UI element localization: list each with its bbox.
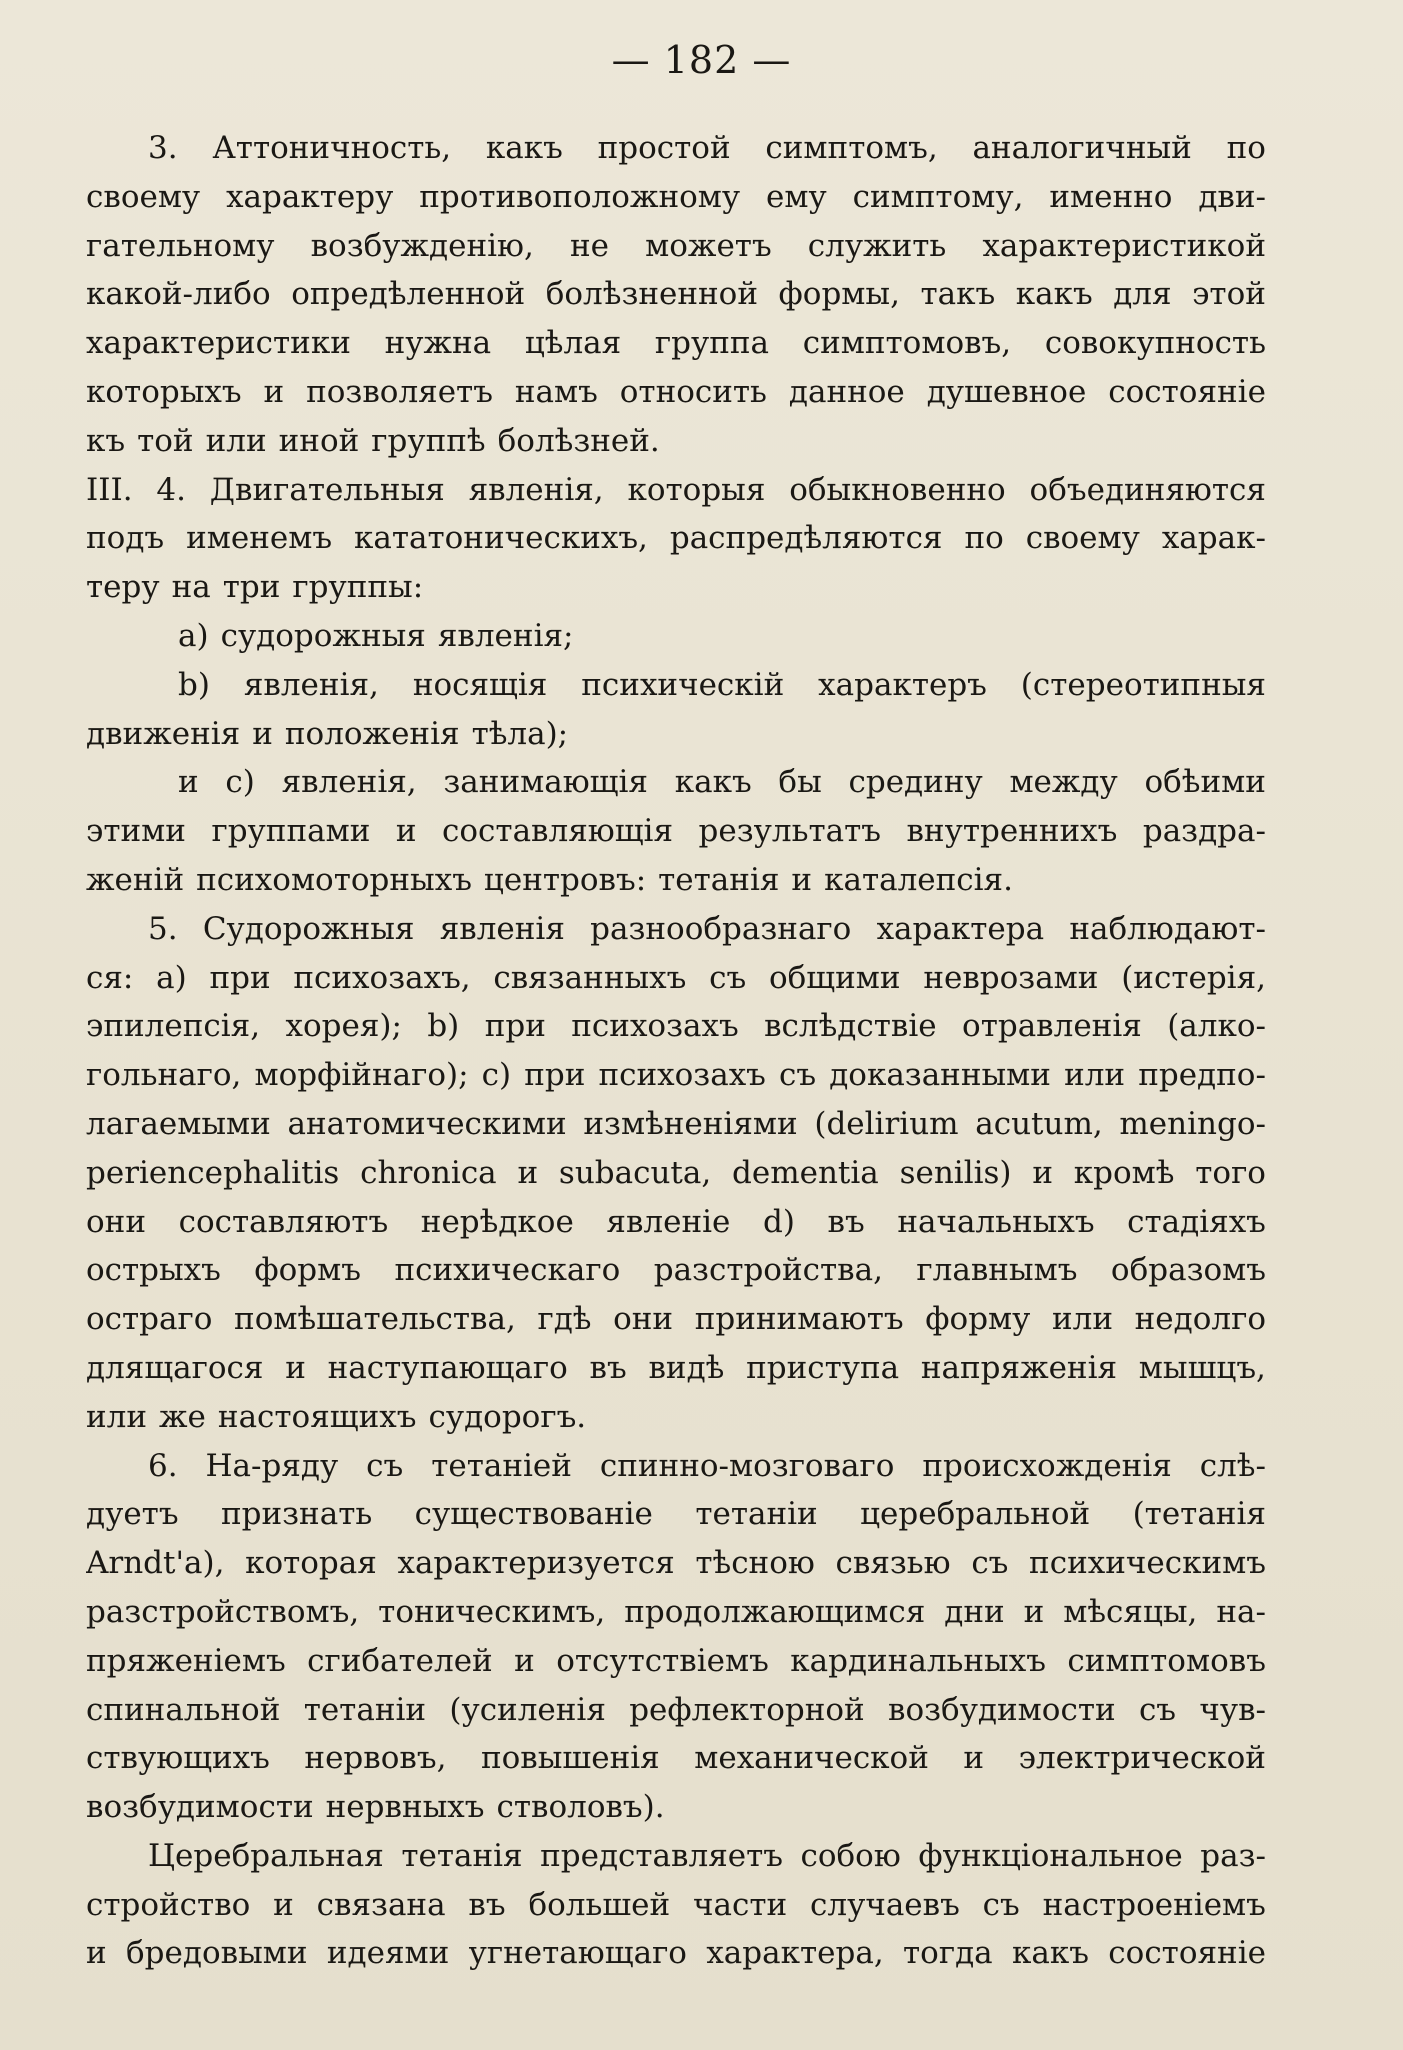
text-line: своему характеру противоположному ему симптому, именно дви- [86, 178, 1266, 215]
text-line: разстройствомъ, тоническимъ, продолжающимся дни и мѣсяцы, на- [86, 1593, 1266, 1630]
text-line: острыхъ формъ психическаго разстройства, главнымъ образомъ [86, 1252, 1266, 1289]
text-line: возбудимости нервныхъ стволовъ). [86, 1789, 665, 1826]
text-line: теру на три группы: [86, 569, 424, 606]
text-line: длящагося и наступающаго въ видѣ приступа напряженія мышцъ, [86, 1349, 1266, 1386]
text-line: Церебральная тетанія представляетъ собою функціональное раз- [148, 1837, 1266, 1874]
text-line: a) судорожныя явленія; [178, 617, 574, 654]
text-line: гольнаго, морфійнаго); c) при психозахъ съ доказанными или предпо- [86, 1057, 1266, 1094]
text-line: дуетъ признать существованіе тетаніи церебральной (тетанія [86, 1496, 1266, 1533]
text-line: они составляютъ нерѣдкое явленіе d) въ начальныхъ стадіяхъ [86, 1203, 1266, 1240]
text-line: или же настоящихъ судорогъ. [86, 1398, 587, 1435]
text-line: стройство и связана въ большей части случаевъ съ настроеніемъ [86, 1886, 1266, 1923]
text-line: III. 4. Двигательныя явленія, которыя обыкновенно объединяются [86, 471, 1266, 508]
text-line: эпилепсія, хорея); b) при психозахъ вслѣдствіе отравленія (алко- [86, 1008, 1266, 1045]
text-line: спинальной тетаніи (усиленія рефлекторной возбудимости съ чув- [86, 1691, 1266, 1728]
text-line: къ той или иной группѣ болѣзней. [86, 422, 660, 459]
text-line: подъ именемъ кататоническихъ, распредѣляются по своему харак- [86, 520, 1266, 557]
text-line: 3. Аттоничность, какъ простой симптомъ, аналогичный по [148, 130, 1266, 166]
text-line: periencephalitis chronica и subacuta, dementia senilis) и кромѣ того [86, 1154, 1266, 1191]
text-line: ствующихъ нервовъ, повышенія механической и электрической [86, 1740, 1266, 1777]
text-line: этими группами и составляющія результатъ внутреннихъ раздра- [86, 813, 1266, 850]
text-line: пряженіемъ сгибателей и отсутствіемъ кардинальныхъ симптомовъ [86, 1642, 1266, 1679]
text-line: лагаемыми анатомическими измѣненіями (delirium acutum, meningo- [86, 1105, 1266, 1142]
text-line: движенія и положенія тѣла); [86, 715, 569, 752]
text-line: характеристики нужна цѣлая группа симптомовъ, совокупность [86, 325, 1266, 362]
text-line: гательному возбужденію, не можетъ служить характеристикой [86, 227, 1266, 264]
text-line: которыхъ и позволяетъ намъ относить данное душевное состояніе [86, 373, 1266, 410]
text-line: женій психомоторныхъ центровъ: тетанія и каталепсія. [86, 861, 1013, 898]
text-line: остраго помѣшательства, гдѣ они принимаютъ форму или недолго [86, 1301, 1266, 1338]
text-line: 6. На-ряду съ тетаніей спинно-мозговаго происхожденія слѣ- [148, 1447, 1266, 1484]
text-line: ся: a) при психозахъ, связанныхъ съ общими неврозами (истерія, [86, 959, 1266, 996]
text-line: какой-либо опредѣленной болѣзненной формы, такъ какъ для этой [86, 276, 1266, 313]
body-text [86, 124, 1266, 1978]
text-line: b) явленія, носящія психическій характеръ (стереотипныя [178, 666, 1266, 703]
text-line: Arndt'a), которая характеризуется тѣсною связью съ психическимъ [86, 1545, 1266, 1582]
text-line: и c) явленія, занимающія какъ бы средину между обѣими [178, 764, 1266, 801]
page-number: — 182 — [611, 38, 792, 82]
text-line: 5. Судорожныя явленія разнообразнаго характера наблюдают- [148, 910, 1266, 947]
text-line: и бредовыми идеями угнетающаго характера, тогда какъ состояніе [86, 1935, 1266, 1972]
